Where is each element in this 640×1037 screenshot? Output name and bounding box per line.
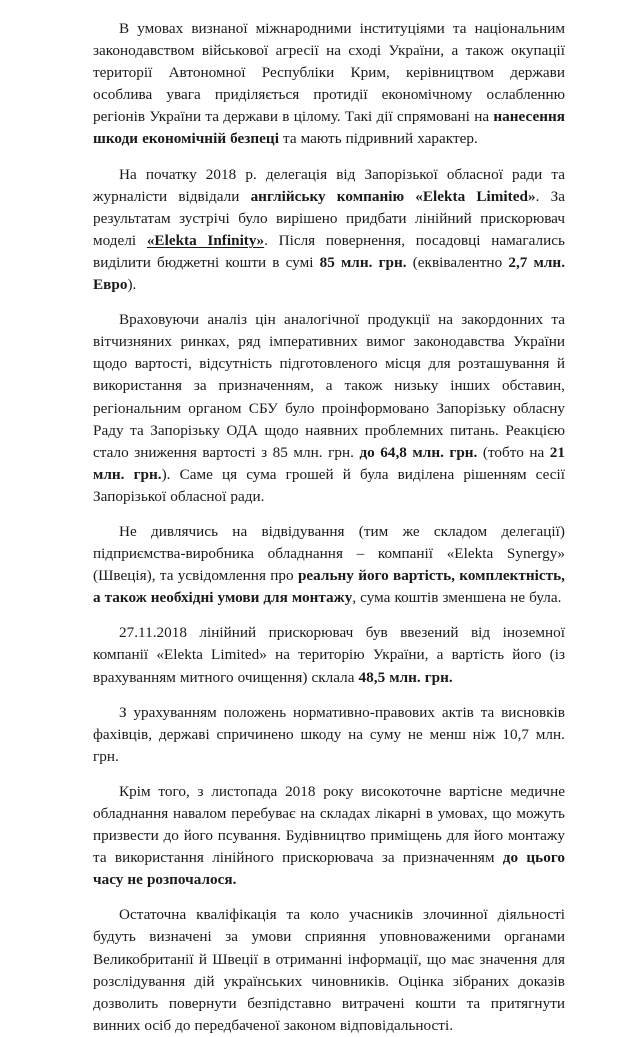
body-text: В умовах визнаної міжнародними інституціями та національним законодавством військової агресії на сході України, а також окупації території Автономної Республіки Крим, керівництвом держави особлива увага приділяється протидії економічному ослабленню регіонів України та держави в цілому. Такі дії спрямовані на [93,20,565,126]
body-text: та мають підривний характер. [278,130,478,148]
emphasis-bold-text: нанесення шкоди економічній безпеці [93,108,565,148]
paragraph [93,904,565,1037]
body-text: . Після повернення, посадовці намагались виділити бюджетні кошти в сумі [93,231,565,271]
body-text: 27.11.2018 лінійний прискорювач був ввезений від іноземної компанії «Elekta Limited» на територію України, а вартість його (із врахуванням митного очищення) склала [93,624,565,686]
emphasis-bold-text: 21 млн. грн. [93,443,565,483]
body-text: ). Саме ця сума грошей й була виділена рішенням сесії Запорізької обласної ради. [93,465,566,505]
emphasis-bold-text: 85 млн. грн. [319,253,407,271]
body-text: ). [127,276,137,294]
paragraph [93,18,565,151]
emphasis-bold-text: 48,5 млн. грн. [358,668,453,686]
paragraph [93,164,565,297]
body-text: Не дивлячись на відвідування (тим же складом делегації) підприємства-виробника обладнання – компанії «Elekta Synergy» (Швеція), та усвідомлення про [93,522,565,585]
paragraph [93,781,565,891]
body-text: (тобто на [477,443,550,461]
body-text: З урахуванням положень нормативно-правових актів та висновків фахівців, державі спричинено шкоду на суму не менш ніж 10,7 млн. грн. [93,703,565,765]
body-text: Враховуючи аналіз цін аналогічної продукції на закордонних та вітчизняних ринках, ряд імперативних вимог законодавства України щодо вартості, відсутність підготовленого місця для розташування й використання за призначенням, а також низьку інших обставин, регіональним органом СБУ було проінформовано Запорізьку обласну Раду та Запорізьку ОДА щодо наявних проблемних питань. Реакцією стало зниження вартості з 85 млн. грн. [93,311,565,461]
paragraph [93,622,565,688]
document-body [93,18,565,1037]
body-text: На початку 2018 р. делегація від Запорізької обласної ради та журналісти відвідали [93,165,565,205]
body-text: . За результатам зустрічі було вирішено придбати лінійний прискорювач моделі [93,187,565,249]
emphasis-bold-text: 2,7 млн. Евро [93,253,566,294]
body-text: Остаточна кваліфікація та коло учасників злочинної діяльності будуть визначені за умови сприяння уповноваженими органами Великобританії й Швеції в отриманні інформації, що має значення для розслідування дій українських чиновників. Оцінка зібраних доказів дозволить повернути безпідставно витрачені кошти та притягнути винних осіб до передбаченої законом відповідальності. [93,906,565,1034]
emphasis-bold-text: до 64,8 млн. грн. [359,443,478,461]
body-text: (еквівалентно [406,253,509,271]
paragraph [93,521,565,609]
paragraph [93,309,565,508]
emphasis-bold-text: англійську компанію «Elekta Limited» [250,187,536,205]
body-text: , сума коштів зменшена не була. [352,589,562,607]
emphasis-bold-text: реальну його вартість, комплектність, а також необхідні умови для монтажу [93,567,565,607]
emphasis-bold-text: до цього часу не розпочалося. [93,849,565,889]
body-text: Крім того, з листопада 2018 року високоточне вартісне медичне обладнання навалом перебуває на складах лікарні в умовах, що можуть призвести до його псування. Будівництво приміщень для його монтажу та використання лінійного прискорювача за призначенням [93,782,565,867]
paragraph [93,702,565,768]
emphasis-underline-text: «Elekta Infinity» [146,231,265,249]
